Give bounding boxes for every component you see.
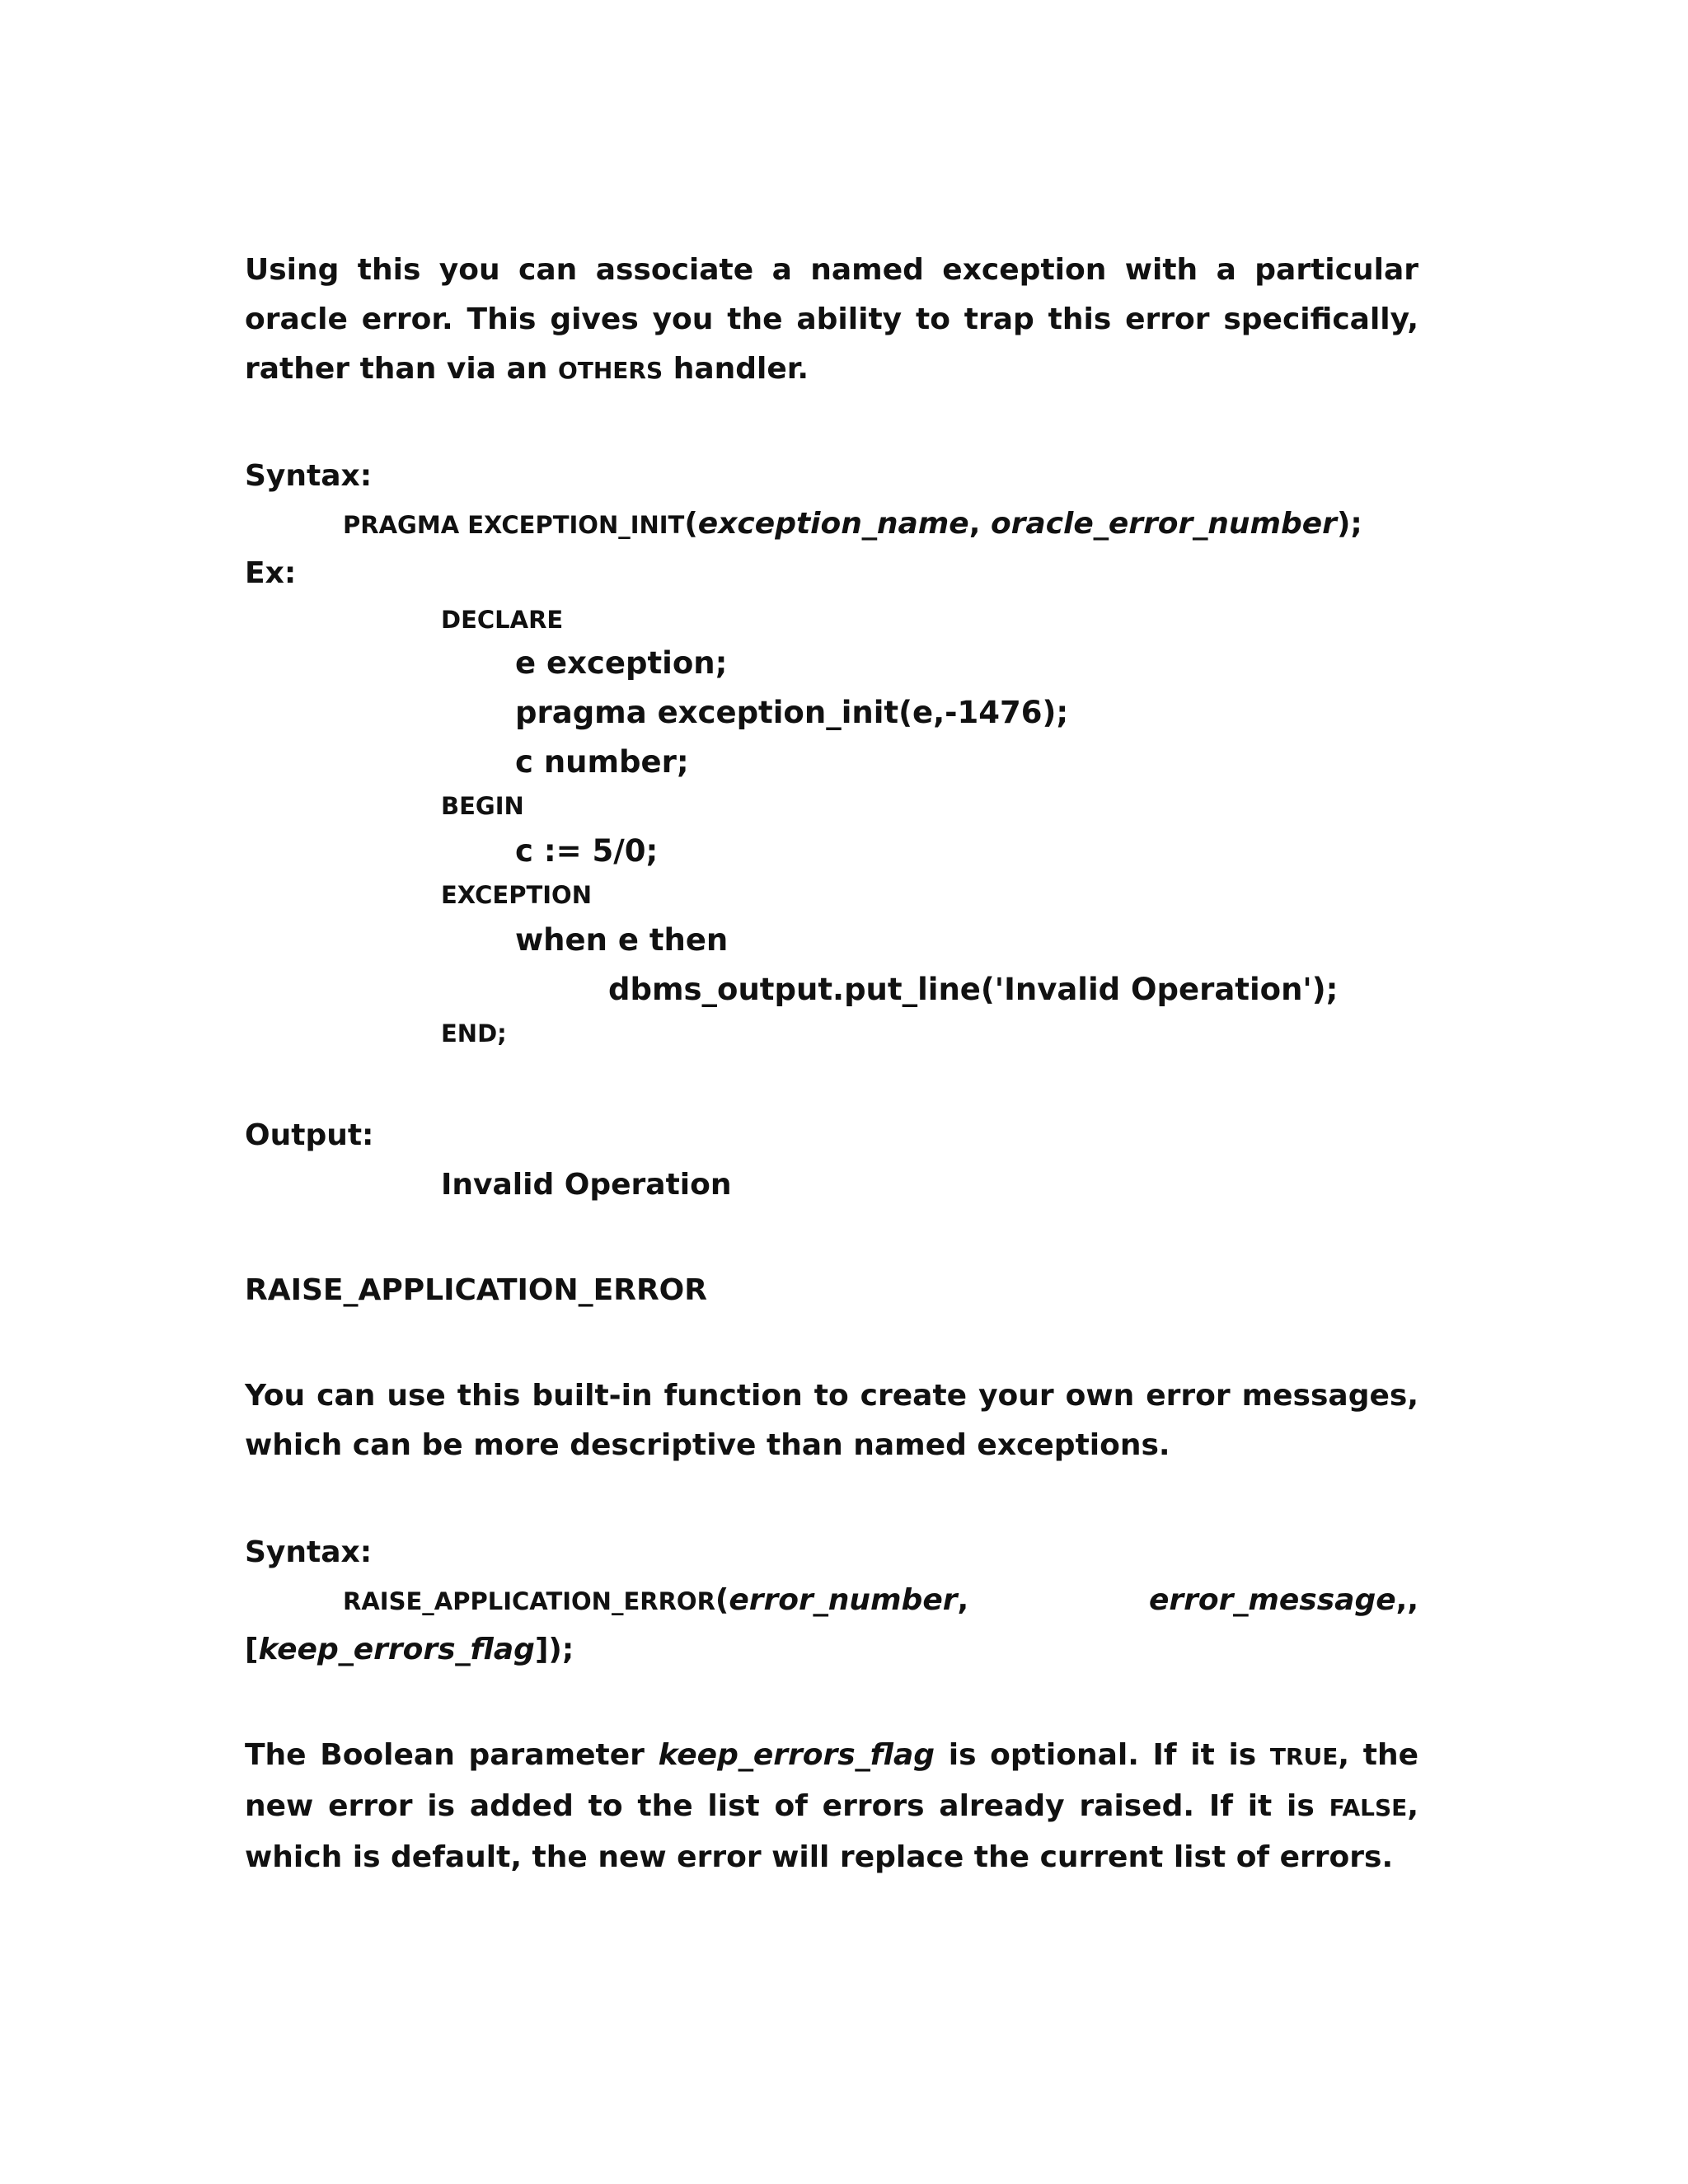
- intro-paragraph: [245, 246, 1418, 396]
- pragma-arg-exception-name: exception_name: [697, 507, 969, 541]
- others-keyword: OTHERS: [557, 357, 663, 384]
- pragma-close: );: [1336, 507, 1362, 541]
- boolean-text-1: The Boolean parameter: [245, 1738, 659, 1772]
- raise-keyword: RAISE_APPLICATION_ERROR: [343, 1587, 715, 1615]
- boolean-text-2: is optional. If it is: [935, 1738, 1270, 1772]
- pragma-arg-oracle-error-number: oracle_error_number: [990, 507, 1337, 541]
- code-line-5: when e then: [515, 922, 729, 958]
- raise-close: ]);: [534, 1633, 574, 1666]
- true-keyword: TRUE: [1269, 1743, 1339, 1770]
- raise-syntax-label: Syntax:: [245, 1535, 373, 1569]
- output-value: Invalid Operation: [441, 1168, 732, 1202]
- code-declare: DECLARE: [441, 606, 564, 634]
- raise-description: You can use this built-in function to create your own error messages, which can be more descriptive than named exceptions.: [245, 1379, 1418, 1462]
- code-line-3: c number;: [515, 744, 689, 780]
- raise-syntax-right: [1148, 1583, 1418, 1617]
- raise-arg-error-message: error_message: [1148, 1583, 1396, 1617]
- code-begin: BEGIN: [441, 792, 524, 820]
- pragma-keyword: PRAGMA EXCEPTION_INIT: [343, 511, 685, 539]
- code-line-2: pragma exception_init(e,-1476);: [515, 695, 1069, 730]
- false-keyword: FALSE: [1329, 1794, 1408, 1821]
- example-label: Ex:: [245, 556, 297, 590]
- pragma-open-paren: (: [684, 507, 698, 541]
- raise-open-paren: (: [715, 1583, 729, 1617]
- raise-comma-2: ,,: [1395, 1583, 1418, 1617]
- raise-comma-1: ,: [957, 1583, 969, 1617]
- intro-text-1: Using this you can associate a named exception with a particular oracle error. This gives you the ability to trap this error specifically, rather than via an: [245, 253, 1418, 386]
- code-line-1: e exception;: [515, 645, 728, 681]
- boolean-text-3: , the new error is added to the list of errors already raised. If it is: [245, 1738, 1419, 1823]
- boolean-note-paragraph: [245, 1731, 1418, 1882]
- raise-open-bracket: [: [245, 1633, 259, 1666]
- intro-text-2: handler.: [663, 352, 809, 386]
- raise-syntax-line-1: [245, 1583, 1418, 1617]
- raise-arg-error-number: error_number: [729, 1583, 958, 1617]
- output-label: Output:: [245, 1118, 374, 1152]
- code-end: END;: [441, 1019, 507, 1047]
- raise-heading: RAISE_APPLICATION_ERROR: [245, 1273, 707, 1307]
- boolean-text-4: , which is default, the new error will replace the current list of errors.: [245, 1789, 1418, 1874]
- raise-syntax-line-2: [245, 1635, 574, 1665]
- code-line-4: c := 5/0;: [515, 833, 659, 869]
- pragma-comma: ,: [968, 507, 991, 541]
- raise-arg-keep-errors-flag: keep_errors_flag: [258, 1633, 535, 1666]
- raise-syntax-left: [245, 1583, 969, 1617]
- code-exception: EXCEPTION: [441, 881, 592, 909]
- pragma-syntax-line: [343, 509, 1362, 539]
- code-line-6: dbms_output.put_line('Invalid Operation');: [608, 972, 1339, 1007]
- boolean-param: keep_errors_flag: [658, 1738, 935, 1772]
- pragma-syntax-label: Syntax:: [245, 459, 373, 493]
